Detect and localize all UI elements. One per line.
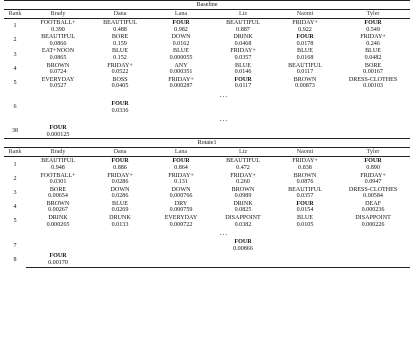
rank-cell: 5 [13,80,17,87]
column-header-lana: Lana [150,10,212,19]
probability-cell: 0.838 [298,164,312,171]
table-row [4,100,410,108]
word-cell: DOWN [171,186,191,193]
ellipsis: ... [219,90,229,99]
probability-cell [274,260,336,267]
probability-cell: 0.000125 [46,131,70,138]
probability-cell: 0.549 [366,26,380,33]
column-header-row [4,10,410,19]
probability-cell: 0.488 [113,26,127,33]
probability-cell: 0.0357 [234,54,252,61]
probability-cell: 0.260 [236,179,250,186]
probability-cell: 0.0527 [49,83,67,90]
word-cell: BLUE [112,200,128,207]
probability-cell: 0.472 [236,164,250,171]
word-cell: FOUR [111,158,129,165]
column-header-dana: Dana [90,148,150,157]
word-cell [150,252,212,260]
word-cell: DRESS-CLOTHES [348,76,398,83]
probability-cell: 0.000265 [46,221,70,228]
column-header-naomi: Naomi [274,10,336,19]
table-row-values [4,165,410,172]
word-cell [26,238,90,246]
column-header-row [4,148,410,157]
word-cell [90,252,150,260]
table-row [4,19,410,27]
column-header-tyler: Tyler [336,148,410,157]
probability-cell [26,108,90,115]
word-cell: BEAUTIFUL [41,34,75,41]
probability-cell: 0.00167 [363,69,383,76]
rank-cell: 7 [13,242,17,249]
probability-cell: 0.000759 [169,207,193,214]
probability-cell: 0.0105 [296,221,314,228]
table-body [4,1,410,268]
word-cell: FRIDAY+ [360,34,386,41]
word-cell: BROWN [293,172,317,179]
table-row [4,124,410,132]
probability-cell: 0.00866 [233,245,253,252]
probability-cell: 0.0162 [172,40,190,47]
probability-cell: 0.0133 [111,221,129,228]
table-row-values [4,207,410,214]
probability-cell: 0.0825 [234,207,252,214]
probability-cell [336,132,410,139]
table-row-values [4,108,410,115]
table-row-values [4,41,410,48]
probability-cell: 0.864 [174,164,188,171]
probability-cell [336,108,410,115]
probability-cell: 0.0146 [234,69,252,76]
word-cell: FOUR [172,20,190,26]
probability-cell: 0.890 [366,164,380,171]
probability-cell: 0.000722 [169,221,193,228]
word-cell: BLUE [297,215,313,222]
probability-cell: 0.00267 [48,207,68,214]
word-cell: FRIDAY+ [292,20,318,26]
word-cell: DRESS-CLOTHES [348,186,398,193]
rank-cell: 8 [13,256,17,263]
probability-cell [26,246,90,253]
probability-cell: 0.0865 [49,54,67,61]
rank-cell: 38 [11,128,19,135]
rank-cell: 6 [13,104,17,111]
probability-cell: 0.00103 [363,83,383,90]
column-header-rank: Rank [4,148,26,157]
word-cell [90,238,150,246]
word-cell: FRIDAY+ [292,158,318,165]
probability-cell: 0.0482 [364,54,382,61]
word-cell: DOWN [110,186,130,193]
word-cell: FRIDAY+ [230,172,256,179]
column-header-brady: Brady [26,10,90,19]
probability-cell: 0.0947 [364,179,382,186]
probability-cell: 0.0468 [234,40,252,47]
word-cell: FOUR [172,158,190,165]
results-table [4,0,410,268]
table-row [4,186,410,194]
column-header-liz: Liz [212,148,274,157]
probability-cell: 0.000766 [169,193,193,200]
probability-cell: 0.000226 [361,221,385,228]
word-cell: FOOTBALL+ [40,172,76,179]
table-row-values [4,179,410,186]
ellipsis: ... [219,115,229,124]
column-header-lana: Lana [150,148,212,157]
word-cell [90,124,150,132]
word-cell [150,100,212,108]
probability-cell [336,260,410,267]
probability-cell: 0.152 [113,54,127,61]
ellipsis-row [4,114,410,124]
rank-cell: 4 [13,204,17,211]
rank-cell: 5 [13,218,17,225]
word-cell [336,252,410,260]
probability-cell: 0.00654 [48,193,68,200]
word-cell [212,124,274,132]
probability-cell: 0.131 [174,179,188,186]
section-title-row [4,139,410,148]
probability-cell [212,108,274,115]
word-cell [336,100,410,108]
probability-cell: 0.922 [298,26,312,33]
word-cell [212,252,274,260]
word-cell: FOUR [296,200,314,207]
word-cell [274,100,336,108]
word-cell: DRUNK [109,215,131,222]
probability-cell: 0.948 [51,164,65,171]
table-row [4,157,410,165]
probability-cell: 0.00170 [26,260,90,267]
word-cell: FOUR [234,239,252,246]
word-cell: FOUR [49,253,67,260]
word-cell: BROWN [46,200,70,207]
word-cell: BLUE [235,62,251,69]
probability-cell [90,132,150,139]
rank-cell: 3 [13,189,17,196]
probability-cell: 0.00873 [295,83,315,90]
probability-cell: 0.0178 [296,40,314,47]
probability-cell: 0.0724 [49,69,67,76]
word-cell: FRIDAY+ [360,172,386,179]
probability-cell: 0.0989 [234,193,252,200]
word-cell: FRIDAY+ [107,172,133,179]
table-row-values [4,132,410,139]
word-cell: BLUE [173,48,189,55]
table-row [4,214,410,222]
probability-cell: 0.0301 [49,179,67,186]
column-header-liz: Liz [212,10,274,19]
probability-cell: 0.0382 [234,221,252,228]
probability-cell: 0.000055 [169,54,193,61]
probability-cell: 0.0154 [296,207,314,214]
word-cell: BORE [111,34,129,41]
probability-cell [90,246,150,253]
table-row-values [4,246,410,253]
table-row-values [4,193,410,200]
table-row-values [4,27,410,34]
probability-cell: 0.246 [366,40,380,47]
probability-cell: 0.0117 [234,83,252,90]
word-cell: FOOTBALL+ [40,20,76,26]
probability-cell [212,132,274,139]
probability-cell: 0.887 [236,26,250,33]
probability-cell: 0.000236 [361,207,385,214]
word-cell: BEAUTIFUL [103,20,137,26]
word-cell: FRIDAY+ [230,48,256,55]
word-cell: FOUR [364,158,382,165]
word-cell: FRIDAY+ [168,172,194,179]
word-cell: DISAPPOINT [225,215,261,222]
probability-cell [212,260,274,267]
probability-cell: 0.0269 [111,207,129,214]
probability-cell: 0.0117 [296,69,314,76]
table-row [4,62,410,70]
word-cell: BOSS [112,76,128,83]
rank-cell: 1 [13,23,17,30]
word-cell [150,238,212,246]
probability-cell [150,108,212,115]
table-row [4,200,410,208]
probability-cell: 0.000287 [169,83,193,90]
column-header-dana: Dana [90,10,150,19]
word-cell: EVERYDAY [164,215,198,222]
table-row-values [4,83,410,90]
rank-cell: 2 [13,175,17,182]
table-row [4,47,410,55]
word-cell: BEAUTIFUL [226,20,260,26]
word-cell: BEAUTIFUL [226,158,260,165]
word-cell: BEAUTIFUL [288,62,322,69]
probability-cell [90,260,150,267]
word-cell [336,238,410,246]
word-cell [274,238,336,246]
word-cell: BROWN [231,186,255,193]
column-header-brady: Brady [26,148,90,157]
probability-cell: 0.00584 [363,193,383,200]
probability-cell: 0.159 [113,40,127,47]
probability-cell: 0.0405 [111,83,129,90]
rank-cell: 2 [13,37,17,44]
probability-cell: 0.0357 [296,193,314,200]
word-cell: DRINK [233,34,253,41]
section-title-row [4,1,410,10]
word-cell: BROWN [293,76,317,83]
rank-cell: 1 [13,161,17,168]
word-cell [336,124,410,132]
table-row [4,33,410,41]
word-cell: BEAUTIFUL [288,186,322,193]
probability-cell: 0.390 [51,26,65,33]
table-row-values [4,260,410,267]
word-cell: DEAF [365,200,381,207]
probability-cell [274,246,336,253]
table-row-values [4,222,410,229]
probability-cell [150,132,212,139]
ellipsis-row [4,228,410,238]
word-cell: FOUR [296,34,314,41]
word-cell: DRY [174,200,188,207]
word-cell: FOUR [234,76,252,83]
probability-cell [150,246,212,253]
word-cell: DRINK [233,200,253,207]
word-cell [26,100,90,108]
table-row [4,172,410,180]
word-cell: DOWN [171,34,191,41]
probability-cell: 0.0876 [296,179,314,186]
word-cell: FRIDAY+ [168,76,194,83]
section-title: Rotate1 [4,139,410,148]
column-header-naomi: Naomi [274,148,336,157]
word-cell: FOUR [49,125,67,132]
probability-cell: 0.0168 [296,54,314,61]
probability-cell [274,132,336,139]
probability-cell [336,246,410,253]
column-header-tyler: Tyler [336,10,410,19]
probability-cell: 0.0336 [111,107,129,114]
word-cell: BORE [49,186,67,193]
word-cell: FRIDAY+ [107,62,133,69]
word-cell: ANY [174,62,188,69]
probability-cell: 0.0866 [49,40,67,47]
word-cell: BROWN [46,62,70,69]
ellipsis: ... [219,229,229,238]
word-cell: BLUE [365,48,381,55]
table-row [4,238,410,246]
word-cell: EVERYDAY [41,76,75,83]
word-cell [274,124,336,132]
probability-cell: 0.0286 [111,193,129,200]
word-cell: BLUE [297,48,313,55]
word-cell: DISAPPOINT [355,215,391,222]
probability-cell: 0.886 [113,164,127,171]
probability-cell: 0.0286 [111,179,129,186]
word-cell [150,124,212,132]
rank-cell: 4 [13,65,17,72]
probability-cell: 0.0522 [111,69,129,76]
word-cell: BLUE [112,48,128,55]
table-row-values [4,69,410,76]
probability-cell [150,260,212,267]
word-cell [274,252,336,260]
word-cell: BORE [364,62,382,69]
column-header-rank: Rank [4,10,26,19]
word-cell: FOUR [364,20,382,26]
probability-cell: 0.000351 [169,69,193,76]
word-cell: EAT+NOON [41,48,75,55]
word-cell: DRINK [48,215,68,222]
probability-cell [274,108,336,115]
word-cell [212,100,274,108]
probability-cell: 0.982 [174,26,188,33]
word-cell: FOUR [111,100,129,107]
table-row-values [4,55,410,62]
ellipsis-row [4,90,410,100]
word-cell: BEAUTIFUL [41,158,75,165]
table-row [4,252,410,260]
section-title: Baseline [4,1,410,10]
rank-cell: 3 [13,51,17,58]
table-row [4,76,410,84]
